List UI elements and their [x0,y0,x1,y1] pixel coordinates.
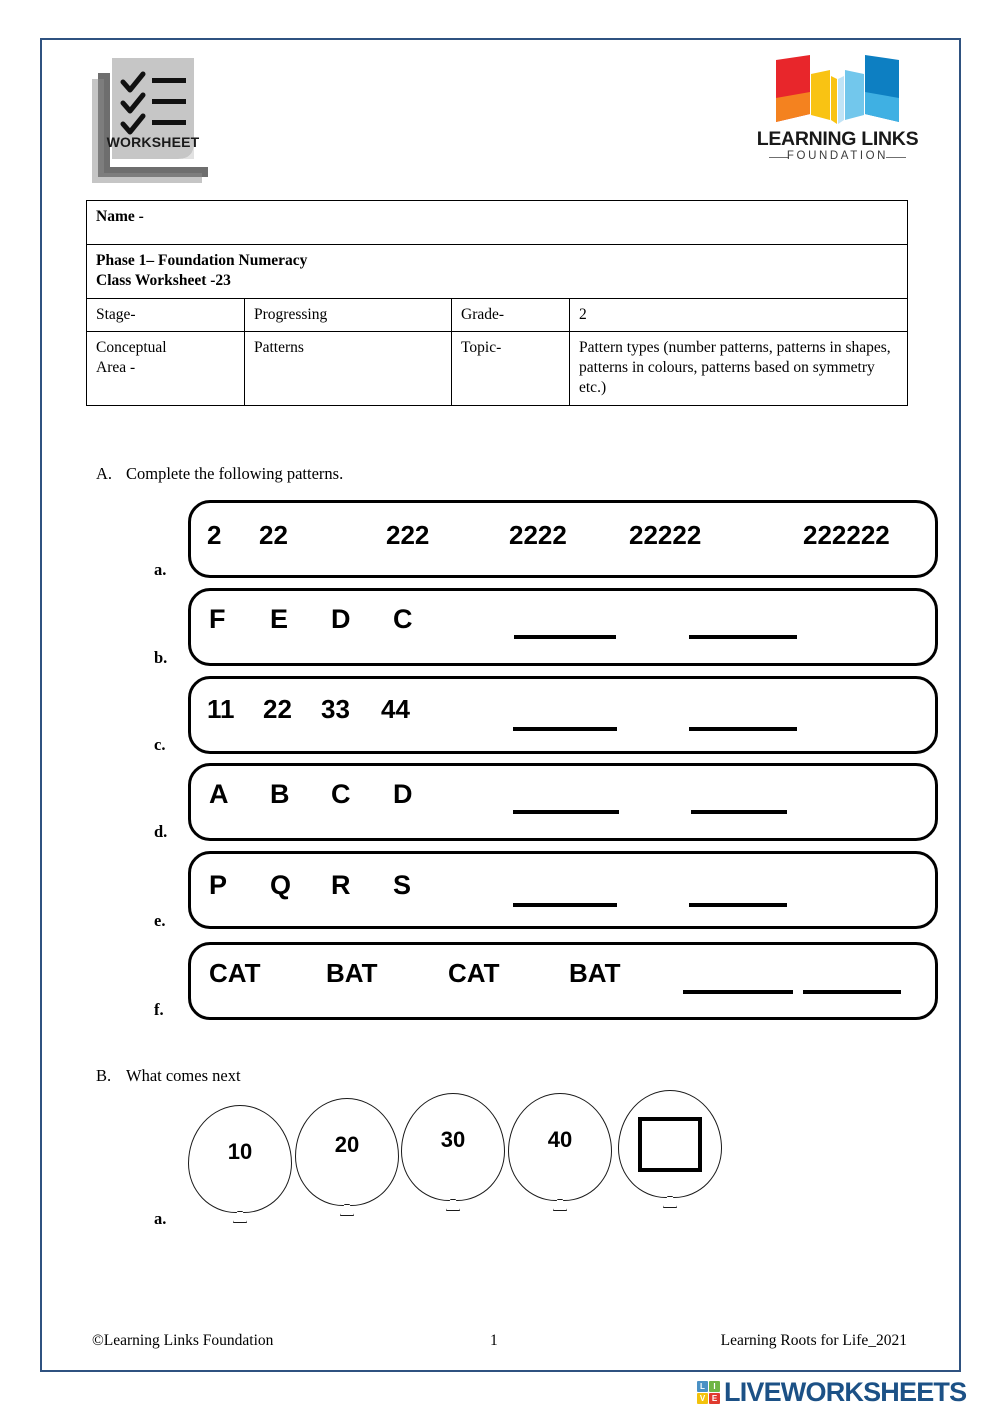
llf-sub-wordmark: FOUNDATION [786,150,889,162]
row-label-b: b. [154,648,168,667]
answer-blank[interactable] [514,635,616,639]
pattern-item: R [331,870,351,900]
pattern-item: BAT [569,958,621,988]
section-b-title: What comes next [126,1066,241,1085]
balloon-value: 40 [547,1127,573,1152]
section-a-title: Complete the following patterns. [126,464,344,483]
llf-book-icon [755,52,920,127]
liveworksheets-wordmark: LIVEWORKSHEETS [724,1376,967,1407]
pattern-row-d [188,763,938,841]
answer-blank[interactable] [513,810,619,814]
learning-links-foundation-logo [755,52,920,167]
table-row-stage [87,298,908,332]
pattern-item: BAT [326,958,378,988]
worksheet-icon [90,55,215,185]
answer-blank[interactable] [683,990,793,994]
topic-label: Topic- [452,332,570,405]
answer-blank[interactable] [689,727,797,731]
answer-blank[interactable] [513,727,617,731]
pattern-item: 11 [207,694,235,724]
row-label-c: c. [154,735,166,754]
pattern-item: S [393,870,412,900]
llf-wordmark: LEARNING LINKS [756,128,919,150]
row-label-b-a: a. [154,1209,167,1228]
pattern-item: D [393,779,413,809]
pattern-item: CAT [209,958,261,988]
phase-line-2: Class Worksheet -23 [96,271,231,289]
balloon-1 [188,1105,292,1213]
pattern-item: B [270,779,290,809]
phase-cell [87,245,908,299]
pattern-item: Q [270,870,292,900]
answer-blank[interactable] [689,903,787,907]
pattern-item: CAT [448,958,500,988]
section-b-letter: B. [96,1066,112,1085]
answer-blank[interactable] [691,810,787,814]
footer-page-number: 1 [490,1332,498,1349]
svg-text:WORKSHEET: WORKSHEET [106,134,200,150]
answer-blank[interactable] [513,903,617,907]
pattern-item: 2 [207,520,222,550]
lw-tile-v: V [697,1393,708,1404]
balloon-value: 10 [227,1139,253,1164]
answer-blank[interactable] [803,990,901,994]
pattern-item: A [209,779,229,809]
balloon-2 [295,1098,399,1206]
stage-label: Stage- [87,298,245,332]
pattern-row-c [188,676,938,754]
pattern-item: C [393,604,413,634]
pattern-item: 2222 [509,520,567,550]
pattern-row-b [188,588,938,666]
pattern-item: C [331,779,351,809]
section-b-heading [96,1066,241,1086]
pattern-item: 22 [259,520,288,550]
pattern-row-f [188,942,938,1020]
section-a-heading [96,464,343,484]
footer-copyright: ©Learning Links Foundation [92,1332,274,1349]
balloon-3 [401,1093,505,1201]
pattern-item: D [331,604,351,634]
footer-tagline: Learning Roots for Life_2021 [720,1332,907,1349]
row-label-e: e. [154,911,166,930]
pattern-item: 222222 [803,520,890,550]
name-label: Name - [87,201,908,245]
worksheet-info-table [86,200,908,406]
section-a-letter: A. [96,464,113,483]
pattern-item: 44 [381,694,410,724]
balloon-answer-input[interactable] [638,1117,702,1172]
pattern-item: 22222 [629,520,702,550]
balloon-value: 20 [334,1132,360,1157]
conceptual-area-label [87,332,245,405]
balloon-5-answer [618,1090,722,1198]
lw-tile-e: E [709,1393,720,1404]
stage-value: Progressing [245,298,452,332]
lw-tile-i: I [709,1381,720,1392]
row-label-a: a. [154,560,167,579]
grade-value: 2 [570,298,908,332]
conceptual-label-line-2: Area - [96,359,136,377]
table-row-conceptual [87,332,908,405]
table-row-name [87,201,908,245]
grade-label: Grade- [452,298,570,332]
phase-line-1: Phase 1– Foundation Numeracy [96,252,308,269]
conceptual-label-line-1: Conceptual [96,339,167,357]
row-label-f: f. [154,1000,164,1019]
topic-value: Pattern types (number patterns, patterns in shapes, patterns in colours, patterns based on symmetry etc.) [570,332,908,405]
pattern-item: 33 [321,694,350,724]
liveworksheets-logo [697,1378,966,1406]
pattern-item: F [209,604,226,634]
row-label-d: d. [154,822,168,841]
conceptual-area-value: Patterns [245,332,452,405]
pattern-row-e [188,851,938,929]
pattern-item: 22 [263,694,292,724]
table-row-phase [87,245,908,299]
lw-tile-l: L [697,1381,708,1392]
balloon-value: 30 [440,1127,466,1152]
pattern-item: P [209,870,228,900]
balloon-4 [508,1093,612,1201]
pattern-item: 222 [386,520,430,550]
liveworksheets-tiles-icon [697,1381,720,1404]
answer-blank[interactable] [689,635,797,639]
pattern-item: E [270,604,289,634]
pattern-row-a [188,500,938,578]
